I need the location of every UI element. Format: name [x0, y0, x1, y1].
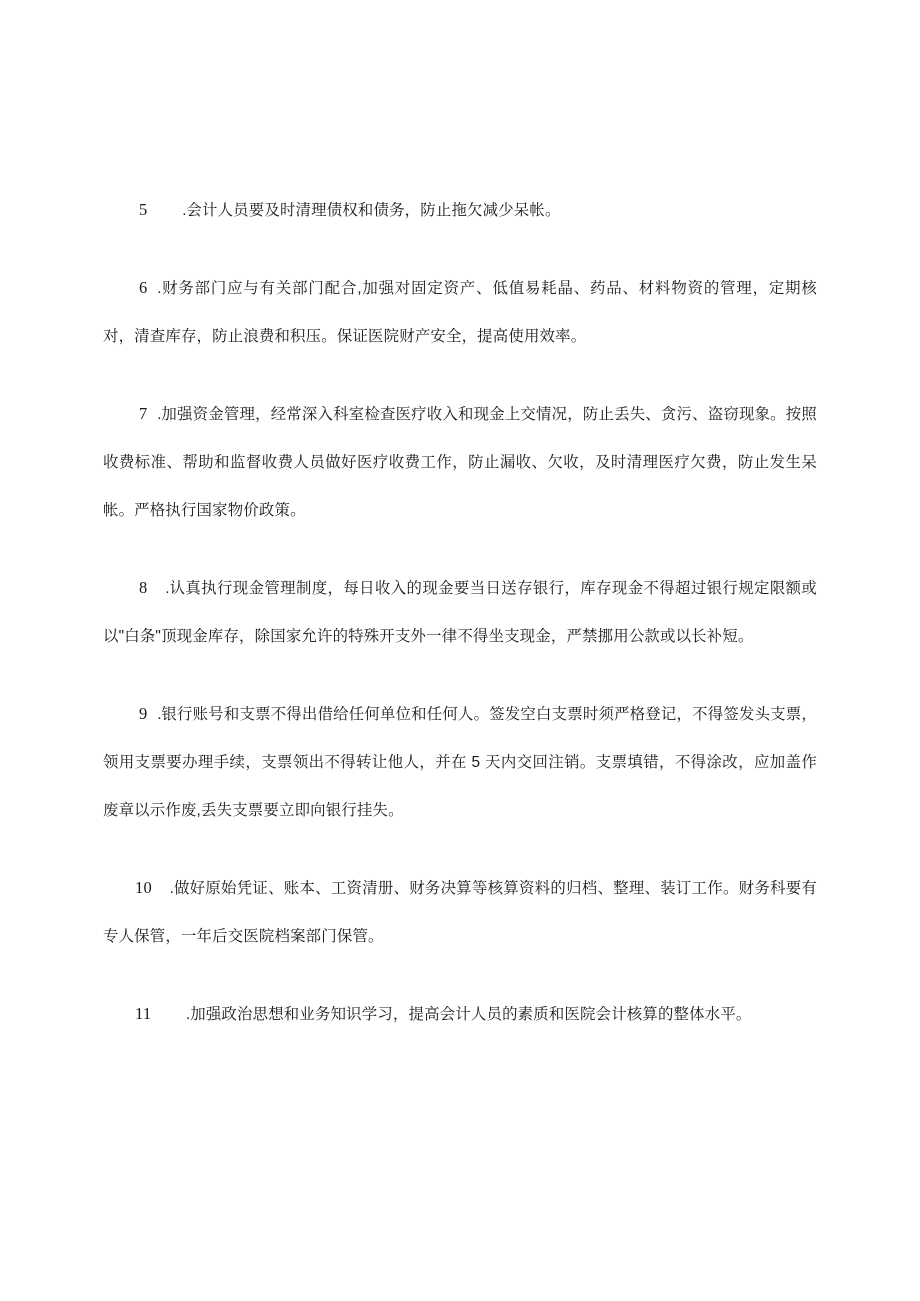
list-separator: .	[169, 881, 174, 897]
list-separator: .	[165, 581, 170, 597]
list-separator: .	[157, 407, 162, 423]
list-text: 加强资金管理，经常深入科室检查医疗收入和现金上交情况，防止丢失、贪污、盗窃现象。按照收费标准、帮助和监督收费人员做好医疗收费工作，防止漏收、欠收，及时清理医疗欠费，防止发生呆帐。严格执行国家物价政策。	[103, 406, 817, 519]
list-item-5	[103, 186, 817, 235]
list-text: 做好原始凭证、账本、工资清册、财务决算等核算资料的归档、整理、装订工作。财务科要有专人保管，一年后交医院档案部门保管。	[103, 880, 817, 945]
list-item-11	[103, 990, 819, 1039]
list-separator: .	[157, 281, 162, 297]
list-number: 7	[139, 404, 148, 423]
list-number: 6	[139, 278, 148, 297]
list-number: 10	[135, 878, 152, 897]
list-text: 会计人员要及时清理债权和债务，防止拖欠减少呆帐。	[186, 202, 561, 219]
list-item-8	[103, 564, 817, 661]
list-text: 银行账号和支票不得出借给任何单位和任何人。签发空白支票时须严格登记，不得签发头支票，领用支票要办理手续，支票领出不得转让他人，并在 5 天内交回注销。支票填错，不得涂改，应加盖作废章以示作废,丢失支票要立即向银行挂失。	[103, 706, 817, 819]
document-body	[103, 186, 817, 1068]
list-item-7	[103, 390, 817, 535]
list-separator: .	[182, 203, 187, 219]
list-text: 认真执行现金管理制度，每日收入的现金要当日送存银行，库存现金不得超过银行规定限额或以"白条"顶现金库存，除国家允许的特殊开支外一律不得坐支现金，严禁挪用公款或以长补短。	[103, 580, 817, 645]
list-number: 11	[135, 1004, 152, 1023]
list-item-6	[103, 264, 817, 361]
list-number: 8	[139, 578, 148, 597]
list-item-10	[103, 864, 817, 961]
list-separator: .	[157, 707, 162, 723]
list-item-9	[103, 690, 817, 835]
list-text: 财务部门应与有关部门配合,加强对固定资产、低值易耗晶、药品、材料物资的管理，定期核对，清查库存，防止浪费和积压。保证医院财产安全，提高使用效率。	[103, 280, 817, 345]
list-number: 9	[139, 704, 148, 723]
list-separator: .	[186, 1007, 191, 1023]
list-text: 加强政治思想和业务知识学习，提高会计人员的素质和医院会计核算的整体水平。	[190, 1006, 752, 1023]
list-number: 5	[139, 200, 148, 219]
